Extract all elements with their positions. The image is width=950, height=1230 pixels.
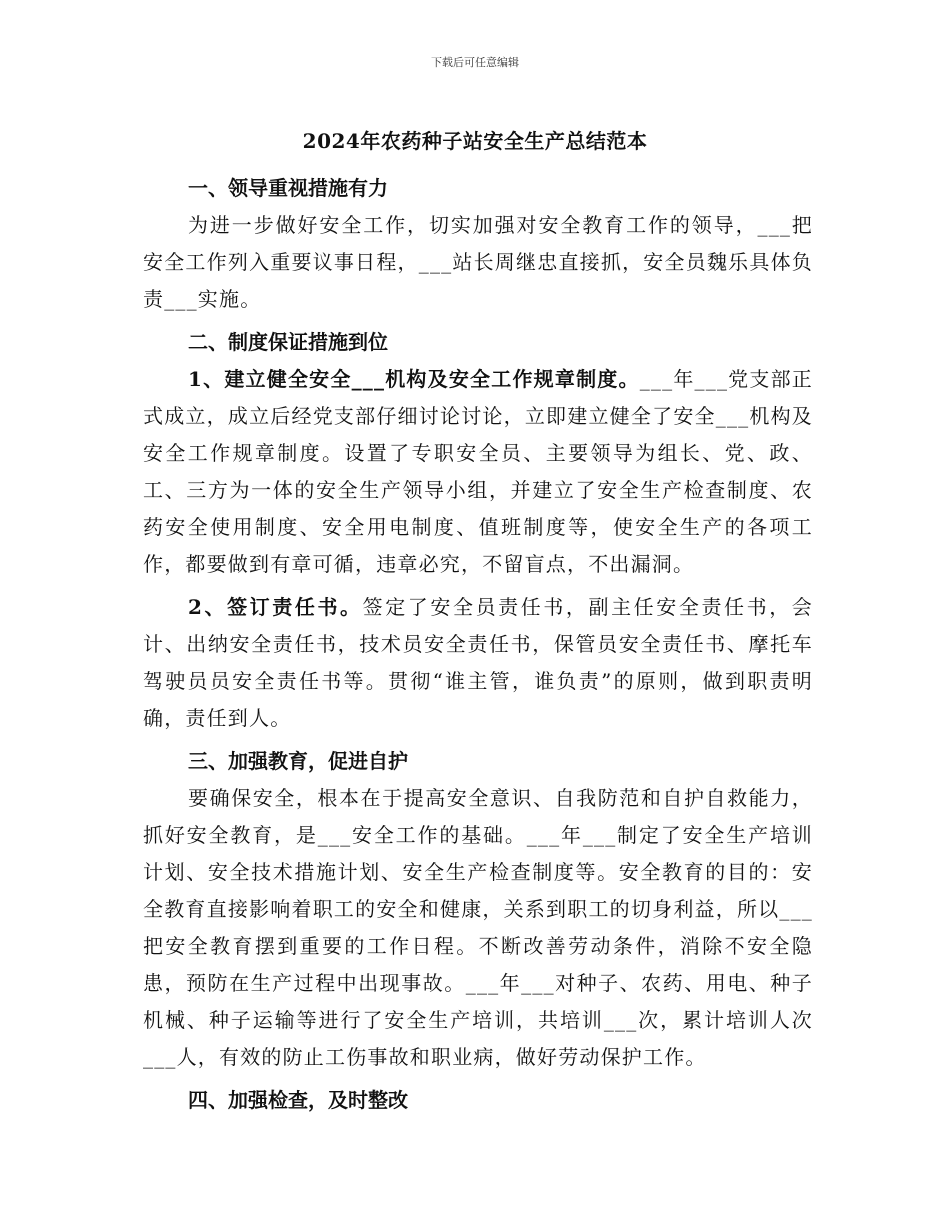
section-heading-1: 一、领导重视措施有力: [188, 176, 388, 200]
document-title: 2024年农药种子站安全生产总结范本: [302, 129, 648, 153]
paragraph-1: 为进一步做好安全工作，切实加强对安全教育工作的领导，___把安全工作列入重要议事日程，___站长周继忠直接抓，安全员魏乐具体负责___实施。: [143, 213, 813, 311]
page-header: 下载后可任意编辑: [431, 56, 519, 69]
section-heading-2: 二、制度保证措施到位: [188, 330, 388, 354]
item-1-text: ___年___党支部正式成立，成立后经党支部仔细讨论讨论，立即建立健全了安全___机构及安全工作规章制度。设置了专职安全员、主要领导为组长、党、政、工、三方为一体的安全生产领导小组，并建立了安全生产检查制度、农药安全使用制度、安全用电制度、值班制度等，使安全生产的各项工作，都要做到有章可循，违章必究，不留盲点，不出漏洞。: [143, 367, 813, 576]
item-2-text: 签定了安全员责任书，副主任安全责任书，会计、出纳安全责任书，技术员安全责任书，保管员安全责任书、摩托车驾驶员员安全责任书等。贯彻“谁主管，谁负责”的原则，做到职责明确，责任到人。: [143, 595, 813, 730]
section-heading-4: 四、加强检查，及时整改: [188, 1088, 408, 1112]
item-1-lead: 1、建立健全安全___机构及安全工作规章制度。: [188, 367, 640, 391]
paragraph-4: 要确保安全，根本在于提高安全意识、自我防范和自护自救能力，抓好安全教育，是___安全工作的基础。___年___制定了安全生产培训计划、安全技术措施计划、安全生产检查制度等。安全教育的目的：安全教育直接影响着职工的安全和健康，关系到职工的切身利益，所以___把安全教育摆到重要的工作日程。不断改善劳动条件，消除不安全隐患，预防在生产过程中出现事故。___年___对种子、农药、用电、种子机械、种子运输等进行了安全生产培训，共培训___次，累计培训人次___人，有效的防止工伤事故和职业病，做好劳动保护工作。: [143, 786, 813, 1069]
item-2-lead: 2、签订责任书。: [188, 595, 363, 619]
section-heading-3: 三、加强教育，促进自护: [188, 749, 408, 773]
paragraph-2: [143, 361, 813, 583]
paragraph-3: [143, 589, 813, 737]
document-body: [143, 170, 813, 1119]
